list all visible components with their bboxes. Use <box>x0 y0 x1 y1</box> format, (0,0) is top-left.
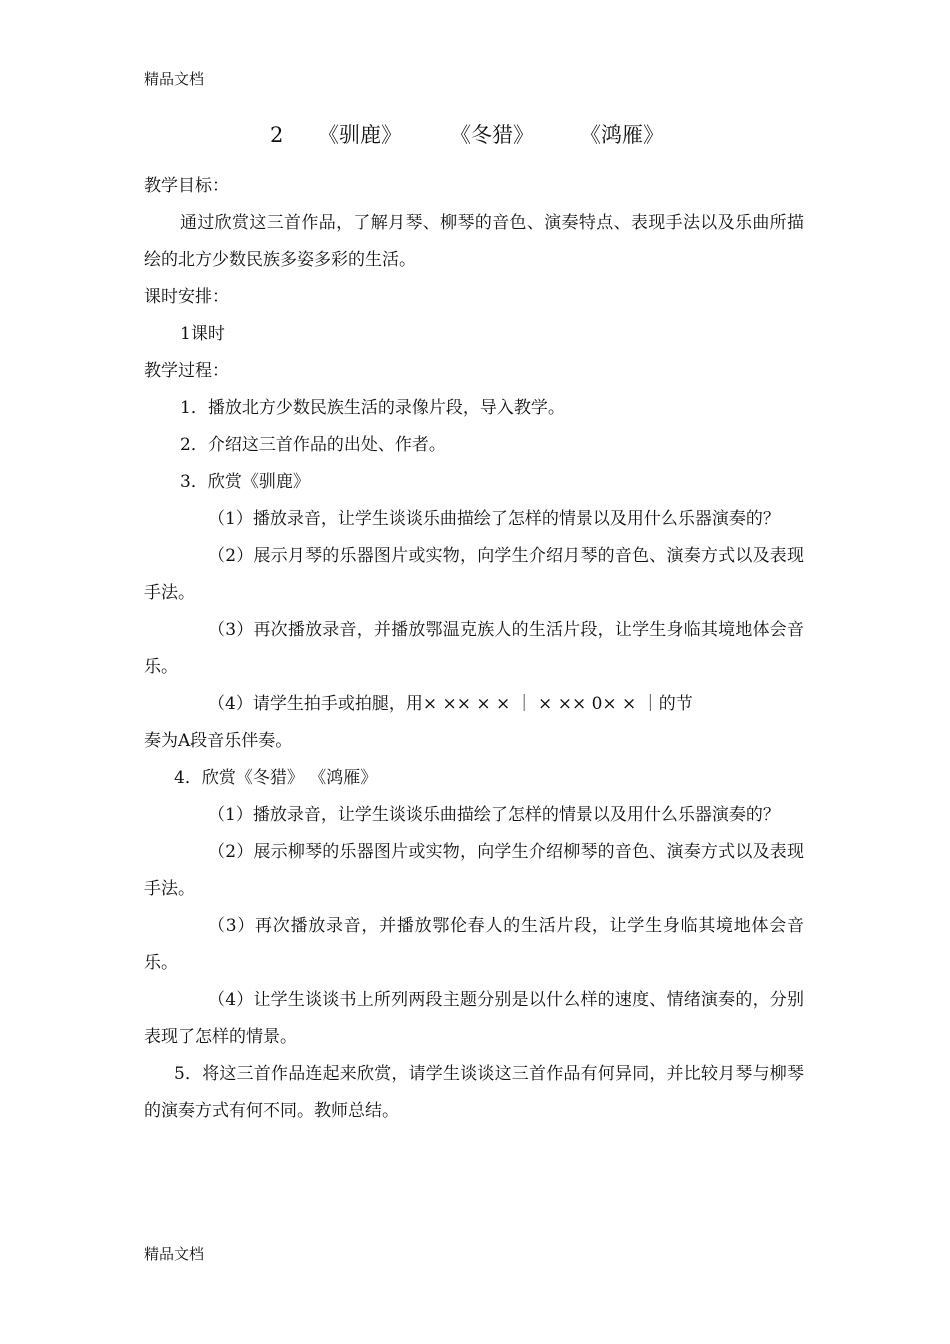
process-step-3-sub-1: （1）播放录音，让学生谈谈乐曲描绘了怎样的情景以及用什么乐器演奏的？ <box>208 509 780 529</box>
schedule-paragraph: 1课时 <box>180 324 225 344</box>
title-work-donglie: 《冬猎》 <box>450 123 534 147</box>
page-footer-label: 精品文档 <box>144 1245 205 1263</box>
process-step-4-sub-3: （3）再次播放录音，并播放鄂伦春人的生活片段，让学生身临其境地体会音乐。 <box>144 916 804 973</box>
title-number: 2 <box>270 123 284 147</box>
process-step-4-sub-4: （4）让学生谈谈书上所列两段主题分别是以什么样的速度、情绪演奏的，分别表现了怎样的情景。 <box>144 990 804 1047</box>
process-step-4-sub-2: （2）展示柳琴的乐器图片或实物，向学生介绍柳琴的音色、演奏方式以及表现手法。 <box>144 842 804 899</box>
document-body <box>144 168 804 1130</box>
page-header-label: 精品文档 <box>144 70 205 88</box>
process-step-3-sub-4-continuation: 奏为A段音乐伴奏。 <box>144 731 293 751</box>
title-work-xunlu: 《驯鹿》 <box>318 123 402 147</box>
process-step-3-sub-2: （2）展示月琴的乐器图片或实物，向学生介绍月琴的音色、演奏方式以及表现手法。 <box>144 546 804 603</box>
process-step-3-sub-4-rhythm: （4）请学生拍手或拍腿，用× ×× × × ｜ × ×× 0× × ｜的节 <box>208 694 693 714</box>
process-step-3-title: 3．欣赏《驯鹿》 <box>180 472 310 492</box>
document-title <box>0 120 950 150</box>
goals-paragraph: 通过欣赏这三首作品，了解月琴、柳琴的音色、演奏特点、表现手法以及乐曲所描绘的北方少数民族多姿多彩的生活。 <box>144 213 804 270</box>
process-step-2: 2．介绍这三首作品的出处、作者。 <box>180 435 446 455</box>
process-step-1: 1．播放北方少数民族生活的录像片段，导入教学。 <box>180 398 565 418</box>
process-step-4-sub-1: （1）播放录音，让学生谈谈乐曲描绘了怎样的情景以及用什么乐器演奏的？ <box>208 805 780 825</box>
title-work-hongyan: 《鸿雁》 <box>580 123 664 147</box>
goals-heading: 教学目标： <box>144 176 229 196</box>
process-heading: 教学过程： <box>144 361 229 381</box>
schedule-heading: 课时安排： <box>144 287 229 307</box>
process-step-4-title: 4．欣赏《冬猎》 《鸿雁》 <box>174 768 378 788</box>
process-step-5: 5．将这三首作品连起来欣赏，请学生谈谈这三首作品有何异同，并比较月琴与柳琴的演奏方式有何不同。教师总结。 <box>144 1064 804 1121</box>
process-step-3-sub-3: （3）再次播放录音，并播放鄂温克族人的生活片段，让学生身临其境地体会音乐。 <box>144 620 804 677</box>
